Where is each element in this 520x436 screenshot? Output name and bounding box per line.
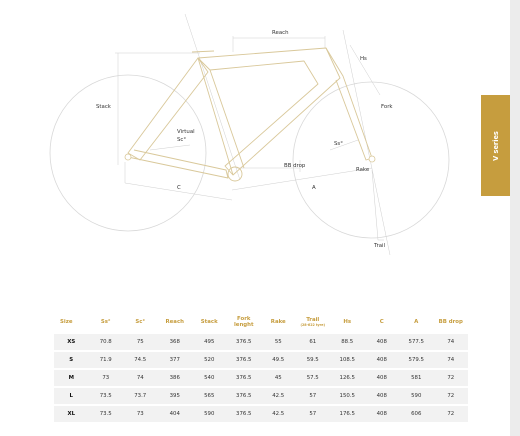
table-row [54,352,468,368]
front-axle [369,156,375,162]
column-header [227,313,262,332]
size-cell: L [54,388,89,404]
column-header-label: C [379,318,384,325]
label-c: C [177,185,181,191]
label-reach: Reach [272,30,289,36]
column-header-label: A [414,318,419,325]
table-cell: 404 [158,406,193,422]
table-cell: 71.9 [89,352,124,368]
dimension-lines [115,14,390,255]
column-header-label: Reach [165,318,184,325]
table-cell: 73.7 [123,388,158,404]
table-cell: 108.5 [330,352,365,368]
column-header [123,313,158,332]
table-cell: 57 [296,388,331,404]
table-cell: 45 [261,370,296,386]
table-cell: 57 [296,406,331,422]
column-header-label: Ss° [100,318,111,325]
size-cell: XL [54,406,89,422]
column-header [192,313,227,332]
table-cell: 590 [192,406,227,422]
table-row [54,388,468,404]
table-cell: 42.5 [261,388,296,404]
scrollbar[interactable] [510,0,520,436]
table-cell: 408 [365,370,400,386]
column-header [434,313,469,332]
v-series-label: V series [491,130,500,161]
table-cell: 55 [261,334,296,350]
column-header-label: Stack [200,318,218,325]
table-row [54,406,468,422]
table-cell: 579.5 [399,352,434,368]
table-cell: 581 [399,370,434,386]
table-header-row [54,313,468,332]
column-header-label: BB drop [438,318,463,325]
table-cell: 606 [399,406,434,422]
column-header-note: (28-622 tyre) [300,322,326,327]
table-cell: 57.5 [296,370,331,386]
table-cell: 376.5 [227,370,262,386]
column-header [330,313,365,332]
table-cell: 376.5 [227,406,262,422]
table-cell: 395 [158,388,193,404]
label-hs: Hs [360,56,367,62]
column-header-label: Trail [306,316,320,323]
label-a: A [312,185,316,191]
column-header-label: Hs [343,318,352,325]
table-cell: 408 [365,406,400,422]
table-row [54,334,468,350]
column-header-label: Rake [270,318,286,325]
table-cell: 75 [123,334,158,350]
table-cell: 150.5 [330,388,365,404]
column-header [89,313,124,332]
table-cell: 368 [158,334,193,350]
table-cell: 376.5 [227,334,262,350]
label-virtual: Virtual [177,129,195,135]
table-cell: 408 [365,352,400,368]
table-cell: 74 [123,370,158,386]
table-cell: 72 [434,370,469,386]
column-header [54,313,89,332]
label-ss: Ss° [334,141,343,147]
table-cell: 73 [89,370,124,386]
column-header [261,313,296,332]
table-cell: 72 [434,388,469,404]
label-sc: Sc° [177,137,187,143]
label-stack: Stack [96,104,111,110]
table-cell: 590 [399,388,434,404]
table-cell: 408 [365,388,400,404]
table-cell: 376.5 [227,388,262,404]
table-cell: 386 [158,370,193,386]
table-cell: 72 [434,406,469,422]
label-fork: Fork [381,104,393,110]
table-cell: 377 [158,352,193,368]
geometry-table [54,311,468,424]
table-cell: 70.8 [89,334,124,350]
column-header-label: Sc° [135,318,146,325]
table-cell: 49.5 [261,352,296,368]
column-header [158,313,193,332]
table-body [54,334,468,422]
table-cell: 126.5 [330,370,365,386]
table-cell: 59.5 [296,352,331,368]
column-header [365,313,400,332]
table-cell: 74 [434,352,469,368]
table-cell: 408 [365,334,400,350]
table-cell: 495 [192,334,227,350]
size-cell: M [54,370,89,386]
table-cell: 565 [192,388,227,404]
table-cell: 74 [434,334,469,350]
table-cell: 577.5 [399,334,434,350]
table-row [54,370,468,386]
column-header-label: Size [60,318,73,325]
table-cell: 520 [192,352,227,368]
table-cell: 73 [123,406,158,422]
label-bb-drop: BB drop [284,163,306,169]
column-header [399,313,434,332]
table-cell: 88.5 [330,334,365,350]
table-cell: 42.5 [261,406,296,422]
table-cell: 176.5 [330,406,365,422]
label-rake: Rake [356,167,370,173]
v-series-tab[interactable] [481,95,510,196]
table-cell: 540 [192,370,227,386]
table-cell: 73.5 [89,388,124,404]
column-header [296,313,331,332]
size-cell: S [54,352,89,368]
table-cell: 61 [296,334,331,350]
table-cell: 74.5 [123,352,158,368]
bike-frame [128,48,372,181]
column-header-label: Fork lenght [233,315,254,328]
size-cell: XS [54,334,89,350]
rear-axle [125,154,131,160]
table-cell: 73.5 [89,406,124,422]
label-trail: Trail [374,243,386,249]
table-cell: 376.5 [227,352,262,368]
